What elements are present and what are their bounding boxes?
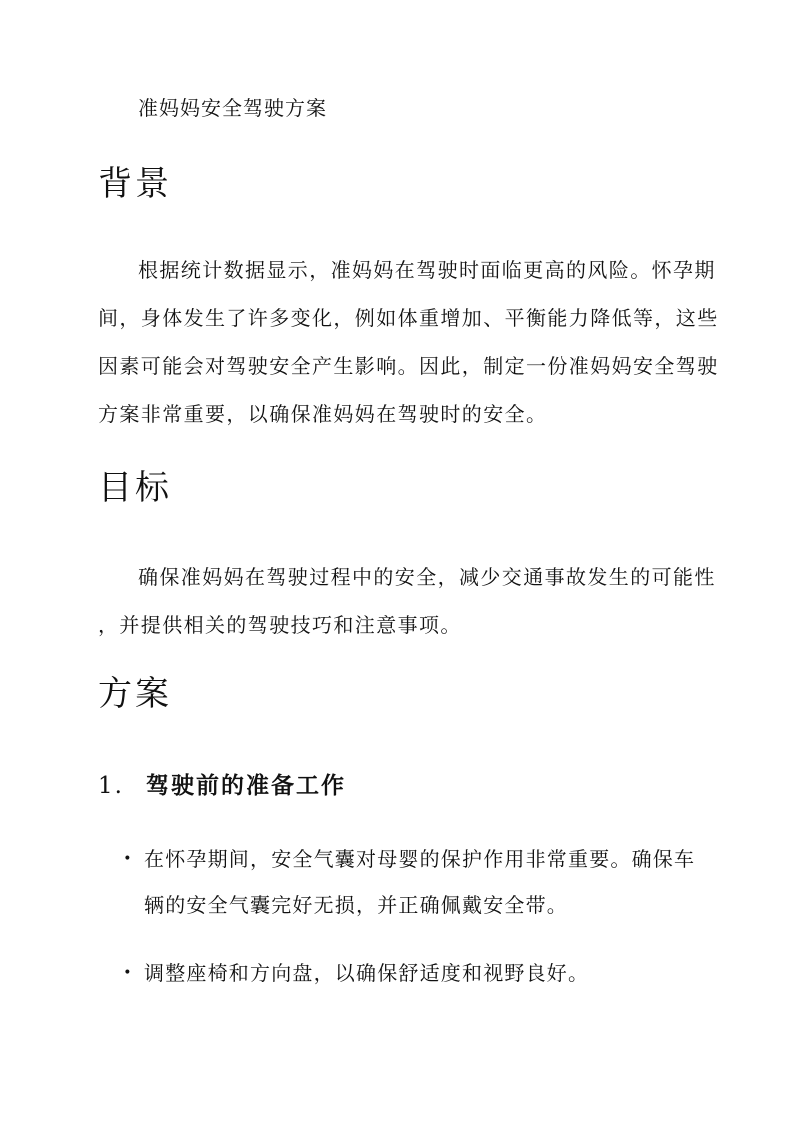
background-line: 因素可能会对驾驶安全产生影响。因此，制定一份准妈妈安全驾驶 <box>98 354 719 378</box>
heading-plan: 方案 <box>98 674 172 714</box>
bullet-line: 辆的安全气囊完好无损，并正确佩戴安全带。 <box>144 893 568 917</box>
heading-goal: 目标 <box>98 468 172 508</box>
background-line: 间，身体发生了许多变化，例如体重增加、平衡能力降低等，这些 <box>98 306 719 330</box>
bullet-text <box>144 950 718 996</box>
subsection-title: 驾驶前的准备工作 <box>145 772 346 799</box>
bullet-line: 调整座椅和方向盘，以确保舒适度和视野良好。 <box>144 961 590 985</box>
document-title: 准妈妈安全驾驶方案 <box>138 96 327 120</box>
goal-paragraph <box>98 553 716 649</box>
goal-line: 确保准妈妈在驾驶过程中的安全，减少交通事故发生的可能性 <box>138 565 716 589</box>
subsection-number: 1. <box>98 773 124 799</box>
bullet-item <box>118 836 718 928</box>
heading-background: 背景 <box>98 164 172 204</box>
bullet-line: 在怀孕期间，安全气囊对母婴的保护作用非常重要。确保车 <box>144 847 696 871</box>
bullet-item <box>118 950 718 996</box>
bullet-icon: • <box>123 851 133 867</box>
bullet-text <box>144 836 718 928</box>
bullet-icon: • <box>123 965 133 981</box>
background-paragraph <box>98 246 719 438</box>
background-line: 方案非常重要，以确保准妈妈在驾驶时的安全。 <box>98 402 548 426</box>
subsection-heading <box>98 768 346 804</box>
background-line: 根据统计数据显示，准妈妈在驾驶时面临更高的风险。怀孕期 <box>138 258 716 282</box>
goal-line: ，并提供相关的驾驶技巧和注意事项。 <box>98 613 462 637</box>
